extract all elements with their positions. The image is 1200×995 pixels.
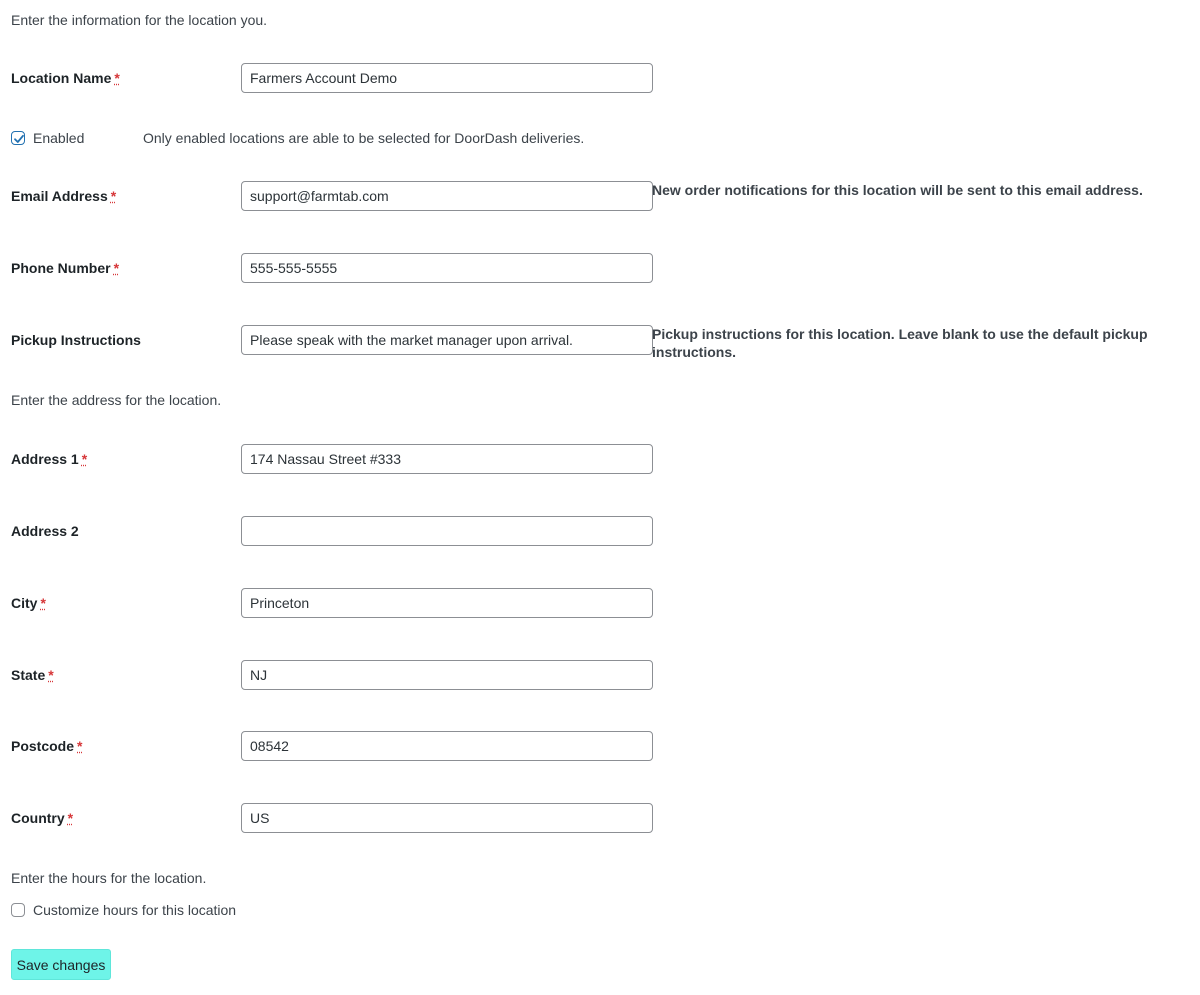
required-marker: * xyxy=(113,260,120,276)
address1-label-text: Address 1 xyxy=(11,451,79,467)
phone-input[interactable] xyxy=(241,253,653,283)
pickup-description: Pickup instructions for this location. Leave blank to use the default pickup instructions. xyxy=(652,326,1148,360)
state-label xyxy=(11,665,54,685)
enabled-checkbox[interactable] xyxy=(11,131,25,145)
address1-input[interactable] xyxy=(241,444,653,474)
address2-label: Address 2 xyxy=(11,523,79,539)
state-input[interactable] xyxy=(241,660,653,690)
pickup-label: Pickup Instructions xyxy=(11,332,141,348)
enabled-row xyxy=(11,129,84,147)
hours-intro: Enter the hours for the location. xyxy=(11,870,207,886)
state-label-text: State xyxy=(11,667,46,683)
required-marker: * xyxy=(67,810,74,826)
postcode-input[interactable] xyxy=(241,731,653,761)
required-marker: * xyxy=(110,188,117,204)
email-input[interactable] xyxy=(241,181,653,211)
email-label xyxy=(11,186,116,206)
required-marker: * xyxy=(77,738,83,754)
location-info-intro: Enter the information for the location you. xyxy=(11,12,268,28)
address-intro: Enter the address for the location. xyxy=(11,392,222,408)
city-input[interactable] xyxy=(241,588,653,618)
custom-hours-checkbox[interactable] xyxy=(11,903,25,917)
location-name-label-text: Location Name xyxy=(11,70,112,86)
country-label-text: Country xyxy=(11,810,65,826)
location-name-label xyxy=(11,68,120,88)
country-input[interactable] xyxy=(241,803,653,833)
check-icon xyxy=(12,132,26,146)
pickup-input[interactable] xyxy=(241,325,653,355)
required-marker: * xyxy=(114,70,120,86)
email-label-text: Email Address xyxy=(11,188,108,204)
enabled-help-text: Only enabled locations are able to be selected for DoorDash deliveries. xyxy=(143,130,585,146)
address2-input[interactable] xyxy=(241,516,653,546)
required-marker: * xyxy=(48,667,54,683)
postcode-label-text: Postcode xyxy=(11,738,75,754)
custom-hours-row xyxy=(11,901,236,919)
custom-hours-label: Customize hours for this location xyxy=(33,902,237,918)
postcode-label xyxy=(11,736,82,756)
location-name-input[interactable] xyxy=(241,63,653,93)
required-marker: * xyxy=(40,595,46,611)
email-description: New order notifications for this location will be sent to this email address. xyxy=(652,182,1143,198)
city-label-text: City xyxy=(11,595,38,611)
save-changes-button[interactable]: Save changes xyxy=(11,949,111,980)
enabled-label: Enabled xyxy=(33,130,85,146)
required-marker: * xyxy=(81,451,88,467)
address1-label xyxy=(11,449,87,469)
city-label xyxy=(11,593,46,613)
phone-label-text: Phone Number xyxy=(11,260,111,276)
phone-label xyxy=(11,258,119,278)
country-label xyxy=(11,808,73,828)
